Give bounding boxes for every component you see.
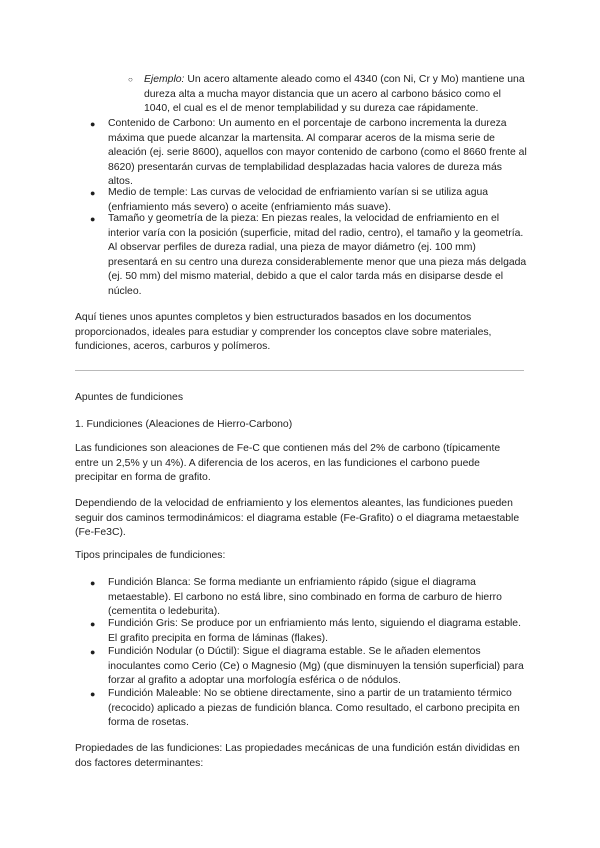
section-divider	[75, 370, 524, 371]
hollow-bullet-icon: ○	[128, 75, 133, 84]
list-item-quench-medium	[90, 186, 528, 215]
list-item-malleable-iron	[90, 687, 528, 731]
paragraph-properties: Propiedades de las fundiciones: Las propiedades mecánicas de una fundición están divididas en dos factores determinantes:	[75, 743, 520, 769]
list-item-text: Contenido de Carbono: Un aumento en el porcentaje de carbono incrementa la dureza máxima que puede alcanzar la martensita. Al comparar aceros de la misma serie de aleación (ej. serie 8600), aquellos con mayor contenido de carbono (como el 8660 frente al 8620) presentarán curvas de templabilidad desplazadas hacia valores de dureza más altos.	[108, 118, 527, 188]
list-item-gray-iron	[90, 617, 528, 646]
list-item-text: Fundición Nodular (o Dúctil): Sigue el diagrama estable. Se le añaden elementos inoculantes como Cerio (Ce) o Magnesio (Mg) (que disminuyen la tensión superficial) para forzar al grafito a adoptar una morfología esférica o de nódulos.	[108, 646, 524, 687]
bullet-icon: ●	[90, 119, 96, 129]
list-item-text: Fundición Maleable: No se obtiene directamente, sino a partir de un tratamiento térmico (recocido) aplicado a piezas de fundición blanca. Como resultado, el carbono precipita en forma de rosetas.	[108, 688, 520, 729]
list-item-carbon-content	[90, 117, 528, 190]
list-item-size-geometry	[90, 212, 528, 300]
example-text	[144, 73, 528, 117]
bullet-icon: ●	[90, 188, 96, 198]
list-item-text: Fundición Blanca: Se forma mediante un enfriamiento rápido (sigue el diagrama metaestable). El carbono no está libre, sino combinado en forma de carburo de hierro (cementita o ledeburita).	[108, 577, 502, 618]
example-body: Un acero altamente aleado como el 4340 (con Ni, Cr y Mo) mantiene una dureza alta a mucha mayor distancia que un acero al carbono básico como el 1040, el cual es el de menor templabilidad y su dureza cae rápidamente.	[144, 74, 525, 115]
bullet-icon: ●	[90, 214, 96, 224]
section-title: Apuntes de fundiciones	[75, 392, 184, 403]
list-item-text: Medio de temple: Las curvas de velocidad de enfriamiento varían si se utiliza agua (enfriamiento más severo) o aceite (enfriamiento más suave).	[108, 187, 489, 213]
list-item-text: Tamaño y geometría de la pieza: En piezas reales, la velocidad de enfriamiento en el interior varía con la posición (superficie, mitad del radio, centro), el tamaño y la geometría. Al observar perfiles de dureza radial, una pieza de mayor diámetro (ej. 100 mm) presentará en su centro una dureza considerablemente menor que una pieza más delgada (ej. 50 mm) del mismo material, debido a que el calor tarda más en disiparse desde el núcleo.	[108, 213, 527, 297]
types-title: Tipos principales de fundiciones:	[75, 550, 226, 561]
example-label: Ejemplo:	[144, 74, 185, 85]
bullet-icon: ●	[90, 619, 96, 629]
list-item-text: Fundición Gris: Se produce por un enfriamiento más lento, siguiendo el diagrama estable. El grafito precipita en forma de láminas (flakes).	[108, 618, 521, 644]
section-heading: 1. Fundiciones (Aleaciones de Hierro-Carbono)	[75, 419, 293, 430]
paragraph-paths: Dependiendo de la velocidad de enfriamiento y los elementos aleantes, las fundiciones pueden seguir dos caminos termodinámicos: el diagrama estable (Fe-Grafito) o el diagrama metaestable (Fe-Fe3C).	[75, 498, 520, 539]
paragraph-definition: Las fundiciones son aleaciones de Fe-C que contienen más del 2% de carbono (típicamente entre un 2,5% y un 4%). A diferencia de los aceros, en las fundiciones el carbono puede precipitar en forma de grafito.	[75, 443, 501, 484]
bullet-icon: ●	[90, 578, 96, 588]
bullet-icon: ●	[90, 647, 96, 657]
bullet-icon: ●	[90, 689, 96, 699]
list-item-nodular-iron	[90, 645, 528, 689]
list-item-white-iron	[90, 576, 528, 620]
list-subitem-example	[128, 73, 528, 117]
intro-paragraph: Aquí tienes unos apuntes completos y bien estructurados basados en los documentos proporcionados, ideales para estudiar y comprender los conceptos clave sobre materiales, fundiciones, aceros, carburos y polímeros.	[75, 312, 492, 353]
